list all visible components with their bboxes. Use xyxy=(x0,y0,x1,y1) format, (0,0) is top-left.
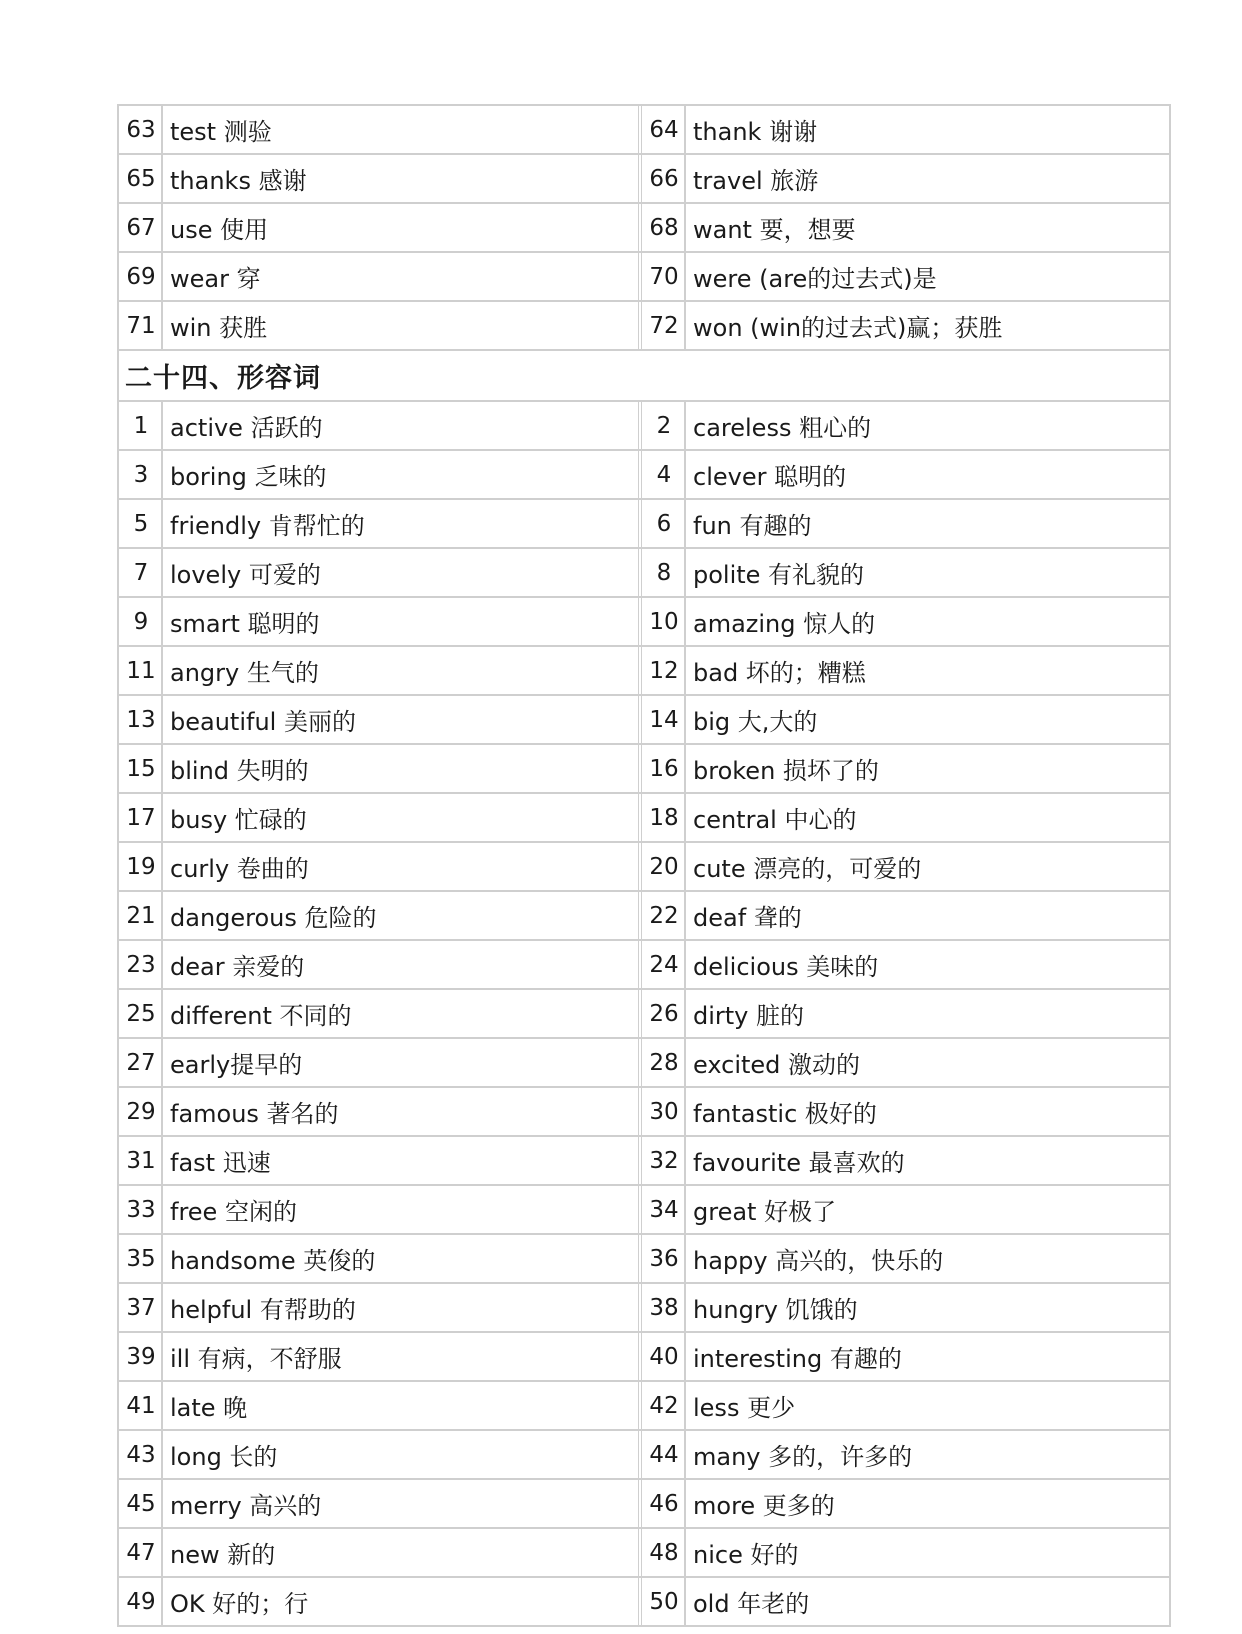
left-entry: ill 有病，不舒服 xyxy=(163,1333,642,1380)
table-row xyxy=(119,941,1169,990)
left-number: 7 xyxy=(119,549,163,596)
left-number: 13 xyxy=(119,696,163,743)
right-entry: happy 高兴的，快乐的 xyxy=(693,1247,944,1275)
right-number: 18 xyxy=(642,794,686,841)
right-number: 48 xyxy=(642,1529,686,1576)
right-number: 40 xyxy=(642,1333,686,1380)
table-row xyxy=(119,500,1169,549)
right-number: 10 xyxy=(642,598,686,645)
table-row xyxy=(119,647,1169,696)
left-number: 43 xyxy=(119,1431,163,1478)
left-entry: blind 失明的 xyxy=(163,745,642,792)
right-entry: bad 坏的；糟糕 xyxy=(693,659,866,687)
right-entry: want 要，想要 xyxy=(693,216,856,244)
right-number: 46 xyxy=(642,1480,686,1527)
left-entry: new 新的 xyxy=(163,1529,642,1576)
left-number: 15 xyxy=(119,745,163,792)
left-number: 5 xyxy=(119,500,163,547)
left-entry: OK 好的；行 xyxy=(163,1578,642,1625)
right-entry: amazing 惊人的 xyxy=(693,610,876,638)
right-number: 16 xyxy=(642,745,686,792)
right-number: 38 xyxy=(642,1284,686,1331)
right-entry: careless 粗心的 xyxy=(693,414,872,442)
table-row xyxy=(119,1088,1169,1137)
right-number: 64 xyxy=(642,106,686,153)
left-entry: active 活跃的 xyxy=(163,402,642,449)
right-entry: dirty 脏的 xyxy=(693,1002,805,1030)
table-row xyxy=(119,1137,1169,1186)
left-number: 71 xyxy=(119,302,163,349)
right-entry: broken 损坏了的 xyxy=(693,757,879,785)
right-entry: many 多的，许多的 xyxy=(693,1443,913,1471)
right-entry: fun 有趣的 xyxy=(693,512,812,540)
right-number: 32 xyxy=(642,1137,686,1184)
left-entry: dangerous 危险的 xyxy=(163,892,642,939)
right-entry: cute 漂亮的，可爱的 xyxy=(693,855,922,883)
right-number: 6 xyxy=(642,500,686,547)
left-number: 25 xyxy=(119,990,163,1037)
left-entry: angry 生气的 xyxy=(163,647,642,694)
right-entry: less 更少 xyxy=(693,1394,796,1422)
right-entry: travel 旅游 xyxy=(693,167,819,195)
left-number: 33 xyxy=(119,1186,163,1233)
right-number: 36 xyxy=(642,1235,686,1282)
table-row xyxy=(119,1284,1169,1333)
table-row xyxy=(119,106,1169,155)
table-row xyxy=(119,1578,1169,1627)
right-number: 12 xyxy=(642,647,686,694)
left-number: 17 xyxy=(119,794,163,841)
table-row xyxy=(119,745,1169,794)
right-number: 8 xyxy=(642,549,686,596)
left-number: 47 xyxy=(119,1529,163,1576)
table-row xyxy=(119,1431,1169,1480)
left-entry: wear 穿 xyxy=(163,253,642,300)
table-row xyxy=(119,598,1169,647)
left-entry: curly 卷曲的 xyxy=(163,843,642,890)
right-number: 28 xyxy=(642,1039,686,1086)
right-entry: thank 谢谢 xyxy=(693,118,818,146)
right-number: 34 xyxy=(642,1186,686,1233)
right-entry: excited 激动的 xyxy=(693,1051,861,1079)
left-number: 11 xyxy=(119,647,163,694)
left-number: 45 xyxy=(119,1480,163,1527)
right-entry: clever 聪明的 xyxy=(693,463,847,491)
table-row xyxy=(119,549,1169,598)
left-number: 9 xyxy=(119,598,163,645)
left-entry: friendly 肯帮忙的 xyxy=(163,500,642,547)
section-title: 二十四、形容词 xyxy=(119,351,1169,402)
left-number: 69 xyxy=(119,253,163,300)
right-number: 70 xyxy=(642,253,686,300)
right-number: 14 xyxy=(642,696,686,743)
right-entry: polite 有礼貌的 xyxy=(693,561,865,589)
left-number: 21 xyxy=(119,892,163,939)
table-row xyxy=(119,402,1169,451)
right-number: 42 xyxy=(642,1382,686,1429)
left-number: 37 xyxy=(119,1284,163,1331)
left-entry: merry 高兴的 xyxy=(163,1480,642,1527)
table-row xyxy=(119,1529,1169,1578)
table-row xyxy=(119,302,1169,351)
right-number: 30 xyxy=(642,1088,686,1135)
table-row xyxy=(119,1186,1169,1235)
left-entry: long 长的 xyxy=(163,1431,642,1478)
rows-after xyxy=(119,402,1169,1627)
table-row xyxy=(119,204,1169,253)
right-entry: won (win的过去式)赢；获胜 xyxy=(693,314,1003,342)
table-row xyxy=(119,794,1169,843)
left-entry: lovely 可爱的 xyxy=(163,549,642,596)
right-entry: central 中心的 xyxy=(693,806,857,834)
left-number: 29 xyxy=(119,1088,163,1135)
right-entry: hungry 饥饿的 xyxy=(693,1296,858,1324)
left-entry: helpful 有帮助的 xyxy=(163,1284,642,1331)
left-entry: famous 著名的 xyxy=(163,1088,642,1135)
left-entry: boring 乏味的 xyxy=(163,451,642,498)
right-number: 2 xyxy=(642,402,686,449)
left-number: 63 xyxy=(119,106,163,153)
table-row xyxy=(119,990,1169,1039)
left-number: 65 xyxy=(119,155,163,202)
left-number: 49 xyxy=(119,1578,163,1625)
right-entry: big 大,大的 xyxy=(693,708,818,736)
table-row xyxy=(119,1039,1169,1088)
right-number: 66 xyxy=(642,155,686,202)
left-number: 67 xyxy=(119,204,163,251)
left-number: 1 xyxy=(119,402,163,449)
table-row xyxy=(119,253,1169,302)
left-entry: late 晚 xyxy=(163,1382,642,1429)
right-entry: favourite 最喜欢的 xyxy=(693,1149,905,1177)
left-entry: smart 聪明的 xyxy=(163,598,642,645)
vocabulary-table xyxy=(117,104,1171,1627)
table-row xyxy=(119,451,1169,500)
left-entry: test 测验 xyxy=(163,106,642,153)
left-entry: dear 亲爱的 xyxy=(163,941,642,988)
left-entry: different 不同的 xyxy=(163,990,642,1037)
right-number: 4 xyxy=(642,451,686,498)
right-number: 22 xyxy=(642,892,686,939)
left-number: 3 xyxy=(119,451,163,498)
table-row xyxy=(119,1235,1169,1284)
table-row xyxy=(119,892,1169,941)
right-entry: delicious 美味的 xyxy=(693,953,879,981)
left-entry: beautiful 美丽的 xyxy=(163,696,642,743)
right-entry: deaf 聋的 xyxy=(693,904,802,932)
right-entry: were (are的过去式)是 xyxy=(693,265,937,293)
table-row xyxy=(119,1382,1169,1431)
right-number: 68 xyxy=(642,204,686,251)
left-number: 19 xyxy=(119,843,163,890)
left-number: 41 xyxy=(119,1382,163,1429)
right-number: 50 xyxy=(642,1578,686,1625)
right-number: 44 xyxy=(642,1431,686,1478)
left-number: 23 xyxy=(119,941,163,988)
rows-before xyxy=(119,106,1169,351)
left-entry: win 获胜 xyxy=(163,302,642,349)
right-number: 24 xyxy=(642,941,686,988)
left-number: 31 xyxy=(119,1137,163,1184)
left-entry: free 空闲的 xyxy=(163,1186,642,1233)
table-row xyxy=(119,155,1169,204)
right-number: 72 xyxy=(642,302,686,349)
left-entry: early提早的 xyxy=(163,1039,642,1086)
left-number: 35 xyxy=(119,1235,163,1282)
left-entry: use 使用 xyxy=(163,204,642,251)
table-row xyxy=(119,1480,1169,1529)
right-entry: great 好极了 xyxy=(693,1198,837,1226)
right-entry: more 更多的 xyxy=(693,1492,835,1520)
left-entry: thanks 感谢 xyxy=(163,155,642,202)
table-row xyxy=(119,1333,1169,1382)
table-row xyxy=(119,696,1169,745)
left-entry: handsome 英俊的 xyxy=(163,1235,642,1282)
left-entry: fast 迅速 xyxy=(163,1137,642,1184)
left-entry: busy 忙碌的 xyxy=(163,794,642,841)
right-number: 26 xyxy=(642,990,686,1037)
right-entry: old 年老的 xyxy=(693,1590,810,1618)
right-entry: nice 好的 xyxy=(693,1541,799,1569)
right-entry: fantastic 极好的 xyxy=(693,1100,877,1128)
left-number: 27 xyxy=(119,1039,163,1086)
table-row xyxy=(119,843,1169,892)
left-number: 39 xyxy=(119,1333,163,1380)
right-number: 20 xyxy=(642,843,686,890)
right-entry: interesting 有趣的 xyxy=(693,1345,902,1373)
